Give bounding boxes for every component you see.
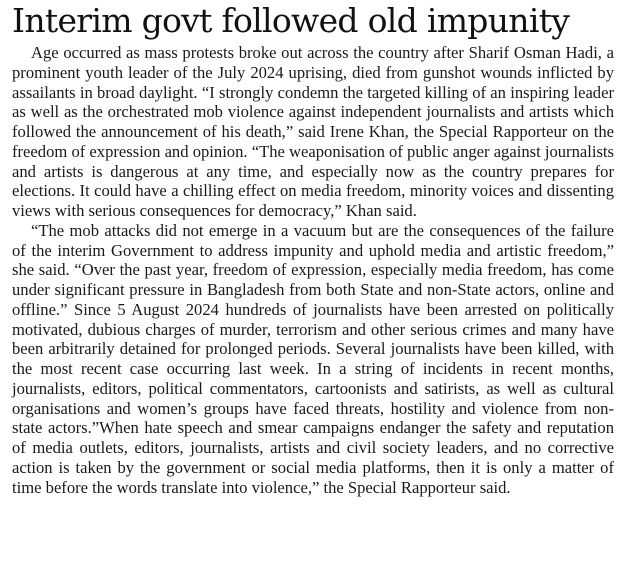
article-paragraph: “The mob attacks did not emerge in a vacuum but are the consequences of the failure of the interim Government to address impunity and uphold media and artistic freedom,” she said. “Over the past year, freedom of expression, especially media freedom, has come under significant pressure in Bangladesh from both State and non-State actors, online and offline.” Since 5 August 2024 hundreds of journalists have been arrested on politically motivated, dubious charges of murder, terrorism and other serious crimes and many have been arbitrarily detained for prolonged periods. Several journalists have been killed, with the most recent case occurring last week. In a string of incidents in recent months, journalists, editors, political commentators, cartoonists and satirists, as well as cultural organisations and women’s groups have faced threats, hostility and violence from non-state actors.”When hate speech and smear campaigns endanger the safety and reputation of media outlets, editors, journalists, artists and civil society leaders, and no corrective action is taken by the government or social media platforms, then it is only a matter of time before the words translate into violence,” the Special Rapporteur said.	[12, 220, 614, 497]
headline: Interim govt followed old impunity	[12, 1, 570, 40]
article-paragraph: Age occurred as mass protests broke out across the country after Sharif Osman Hadi, a prominent youth leader of the July 2024 uprising, died from gunshot wounds inflicted by assailants in broad daylight. “I strongly condemn the targeted killing of an inspiring leader as well as the orchestrated mob violence against independent journalists and artists which followed the announcement of his death,” said Irene Khan, the Special Rapporteur on the freedom of expression and opinion. “The weaponisation of public anger against journalists and artists is dangerous at any time, and especially now as the country prepares for elections. It could have a chilling effect on media freedom, minority voices and dissenting views with serious consequences for democracy,” Khan said.	[12, 43, 614, 220]
article-body	[12, 43, 614, 497]
